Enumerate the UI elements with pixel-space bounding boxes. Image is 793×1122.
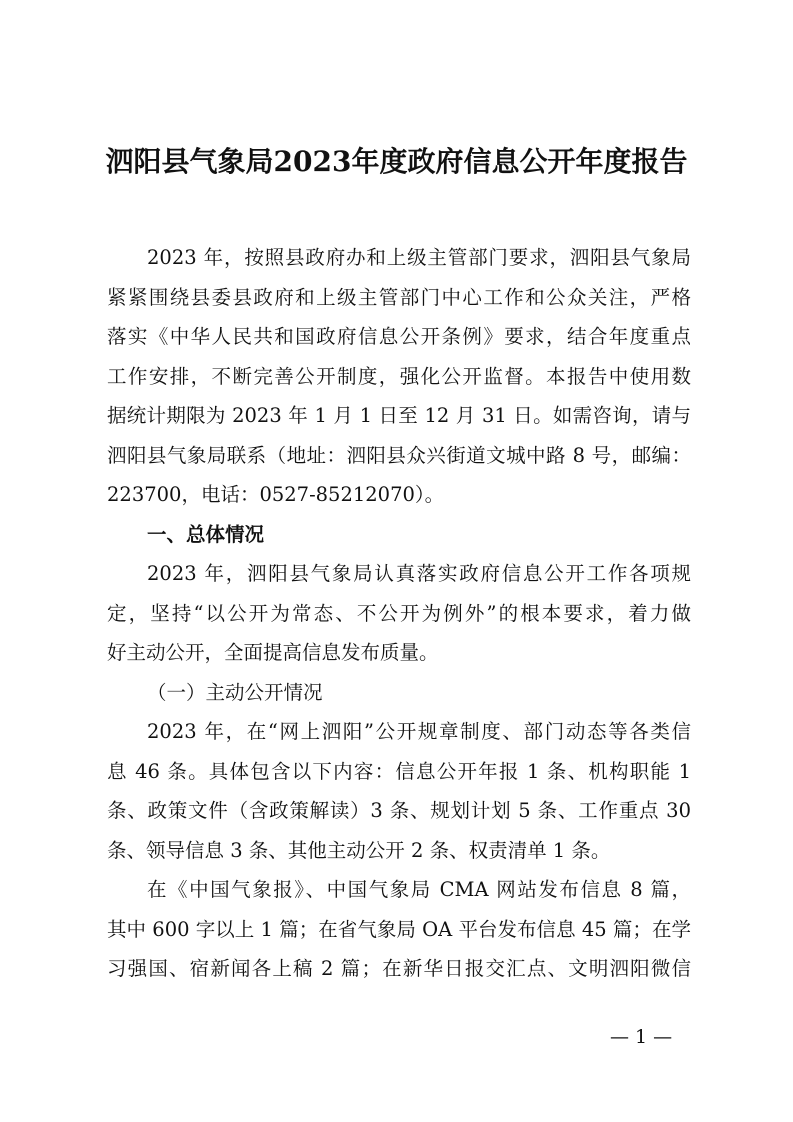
- paragraph-line: 2023 年，按照县政府办和上级主管部门要求，泗阳县气象局: [147, 246, 691, 269]
- paragraph-line: 定，坚持“以公开为常态、不公开为例外”的根本要求，着力做: [107, 601, 691, 625]
- paragraph-line: 工作安排，不断完善公开制度，强化公开监督。本报告中使用数: [107, 364, 691, 388]
- section-heading: 一、总体情况: [147, 522, 265, 546]
- paragraph-line: 2023 年，泗阳县气象局认真落实政府信息公开工作各项规: [147, 562, 691, 585]
- paragraph-line: 好主动公开，全面提高信息发布质量。: [107, 641, 439, 664]
- paragraph-line: 据统计期限为 2023 年 1 月 1 日至 12 月 31 日。如需咨询，请与: [107, 404, 691, 427]
- paragraph-line: 习强国、宿新闻各上稿 2 篇；在新华日报交汇点、文明泗阳微信: [107, 957, 691, 980]
- paragraph-line: 泗阳县气象局联系（地址：泗阳县众兴街道文城中路 8 号，邮编：: [107, 443, 691, 467]
- paragraph-line: 紧紧围绕县委县政府和上级主管部门中心工作和公众关注，严格: [107, 285, 691, 309]
- paragraph-line: 在《中国气象报》、中国气象局 CMA 网站发布信息 8 篇，: [147, 878, 691, 901]
- paragraph-line: 条、领导信息 3 条、其他主动公开 2 条、权责清单 1 条。: [107, 838, 611, 862]
- paragraph-line: 2023 年，在“网上泗阳”公开规章制度、部门动态等各类信: [147, 720, 691, 743]
- paragraph-line: 息 46 条。具体包含以下内容：信息公开年报 1 条、机构职能 1: [107, 759, 691, 783]
- document-title: 泗阳县气象局2023年度政府信息公开年度报告: [105, 145, 688, 178]
- paragraph-line: 条、政策文件（含政策解读）3 条、规划计划 5 条、工作重点 30: [107, 799, 691, 822]
- paragraph-line: 落实《中华人民共和国政府信息公开条例》要求，结合年度重点: [107, 325, 691, 348]
- page-number: — 1 —: [610, 1026, 673, 1048]
- paragraph-line: 223700，电话：0527-85212070）。: [107, 483, 445, 506]
- subsection-heading: （一）主动公开情况: [147, 680, 323, 704]
- paragraph-line: 其中 600 字以上 1 篇；在省气象局 OA 平台发布信息 45 篇；在学: [107, 917, 691, 941]
- document-body: [107, 238, 691, 989]
